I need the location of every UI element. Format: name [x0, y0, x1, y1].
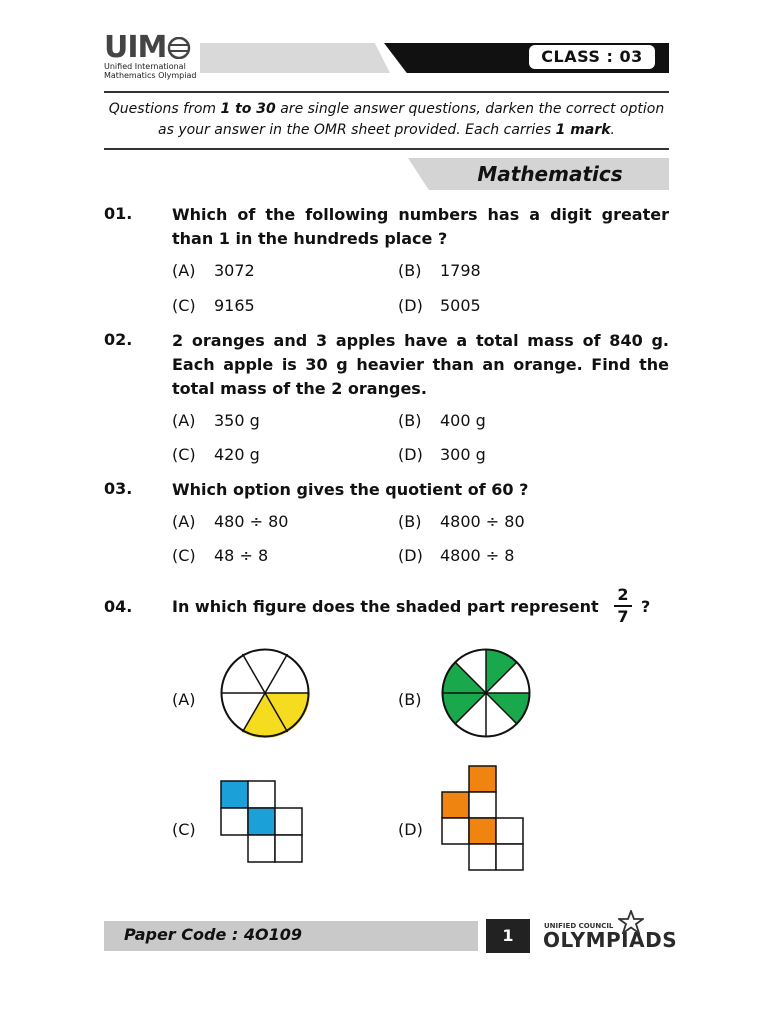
figure-a-circle: [220, 648, 310, 738]
uimo-logo: [104, 30, 191, 65]
logo-mark: UIM: [104, 30, 167, 65]
figure-d-grid: [441, 765, 527, 873]
olympiads-logo: OLYMPIADS: [543, 928, 678, 952]
option-label: (C): [172, 445, 196, 464]
option-label: (B): [398, 411, 422, 430]
option-value: 3072: [214, 261, 255, 280]
option-value: 480 ÷ 80: [214, 512, 289, 531]
figure-c-grid: [220, 780, 306, 864]
figure-b-circle: [441, 648, 531, 738]
divider-top: [104, 91, 669, 93]
fraction: [608, 585, 638, 627]
question-text: In which figure does the shaded part represent: [172, 597, 599, 616]
option-label: (D): [398, 820, 423, 839]
option-label: (A): [172, 411, 196, 430]
question-number: 01.: [104, 204, 133, 223]
question-end-mark: ?: [641, 597, 651, 616]
question-number: 02.: [104, 330, 133, 349]
question-text: Which of the following numbers has a digit greater than 1 in the hundreds place ?: [172, 205, 669, 248]
option-label: (D): [398, 546, 423, 565]
page-number: 1: [486, 919, 530, 953]
class-label: CLASS : 03: [529, 45, 655, 69]
option-label: (A): [172, 261, 196, 280]
option-value: 350 g: [214, 411, 260, 430]
paper-code: Paper Code : 4O109: [124, 925, 302, 944]
brand-council: UNIFIED COUNCIL: [544, 922, 614, 930]
option-label: (A): [172, 512, 196, 531]
option-value: 4800 ÷ 8: [440, 546, 515, 565]
question-number: 04.: [104, 597, 133, 616]
option-value: 4800 ÷ 80: [440, 512, 525, 531]
option-label: (D): [398, 445, 423, 464]
option-value: 400 g: [440, 411, 486, 430]
subject-title: Mathematics: [477, 162, 623, 186]
option-value: 300 g: [440, 445, 486, 464]
option-label: (A): [172, 690, 196, 709]
option-label: (C): [172, 546, 196, 565]
option-value: 5005: [440, 296, 481, 315]
option-label: (D): [398, 296, 423, 315]
logo-subtitle-1: Unified International: [104, 62, 186, 71]
question-text: Which option gives the quotient of 60 ?: [172, 480, 529, 499]
option-value: 48 ÷ 8: [214, 546, 269, 565]
option-label: (B): [398, 512, 422, 531]
question-text: 2 oranges and 3 apples have a total mass of 840 g. Each apple is 30 g heavier than an orange. Find the total mass of the 2 oranges.: [172, 331, 669, 398]
instructions: Questions from 1 to 30 are single answer questions, darken the correct option as your answer in the OMR sheet provided. Each carries 1 mark.: [108, 101, 665, 138]
option-label: (C): [172, 296, 196, 315]
option-value: 9165: [214, 296, 255, 315]
fraction-numerator: 2: [617, 585, 629, 604]
option-label: (B): [398, 690, 422, 709]
option-value: 1798: [440, 261, 481, 280]
logo-subtitle-2: Mathematics Olympiad: [104, 71, 197, 80]
globe-icon: [167, 37, 191, 59]
option-value: 420 g: [214, 445, 260, 464]
fraction-denominator: 7: [617, 607, 629, 626]
divider-bottom: [104, 148, 669, 150]
option-label: (B): [398, 261, 422, 280]
header-grey-band: [200, 43, 390, 73]
question-number: 03.: [104, 479, 133, 498]
option-label: (C): [172, 820, 196, 839]
star-icon: [618, 910, 644, 934]
